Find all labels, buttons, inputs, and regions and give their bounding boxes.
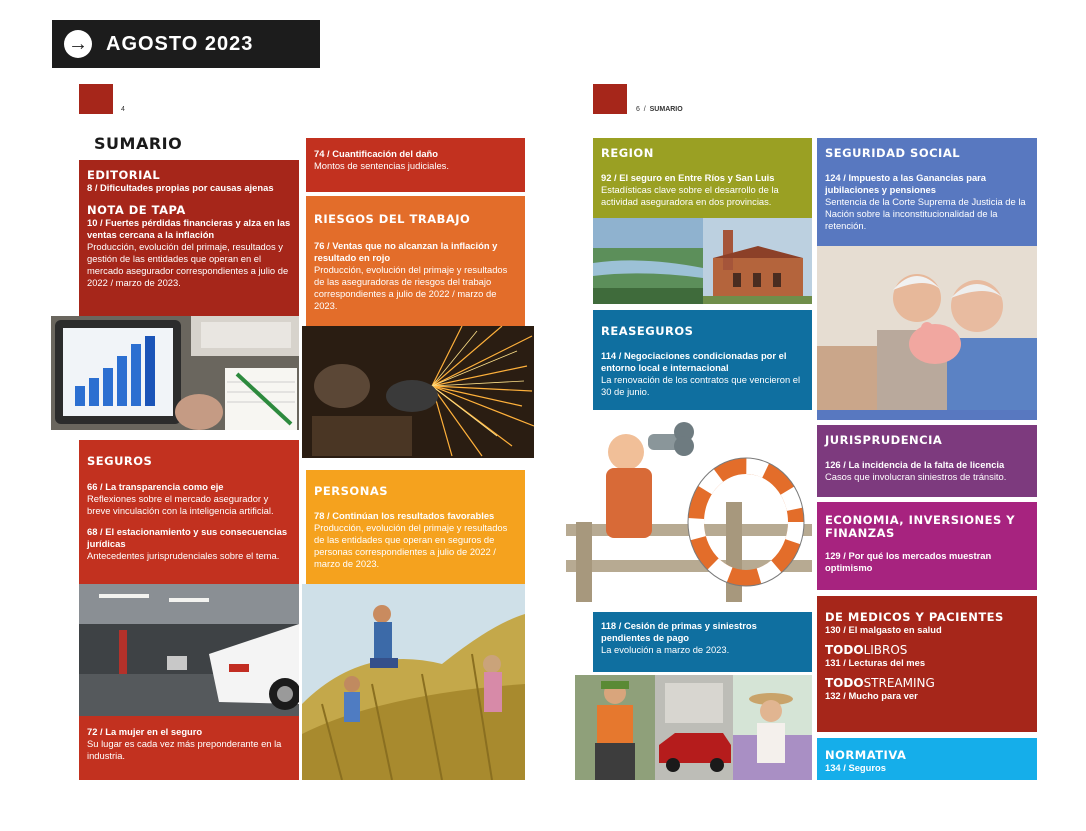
page-number-right: 6 xyxy=(636,106,640,113)
page-title: SUMARIO xyxy=(94,134,183,153)
section-seguros: SEGUROS xyxy=(87,454,153,468)
nota-tapa-item xyxy=(87,217,291,289)
page-label-right: SUMARIO xyxy=(649,106,683,113)
region-box[interactable] xyxy=(593,138,812,218)
editorial-item-title: 8 / Dificultades propias por causas ajenas xyxy=(87,182,274,193)
todostreaming-logo-b: STREAMING xyxy=(863,676,935,690)
libros-item xyxy=(825,657,1029,669)
mujer-desc: Su lugar es cada vez más preponderante en la industria. xyxy=(87,738,282,761)
seguridad-item xyxy=(825,172,1029,232)
region-item xyxy=(601,172,804,208)
streaming-item xyxy=(825,690,1029,702)
cesion-item xyxy=(601,620,804,656)
arrow-right-icon[interactable]: → xyxy=(64,30,92,58)
todolibros-logo-b: LIBROS xyxy=(863,643,908,657)
personas-box[interactable] xyxy=(306,470,525,584)
reaseguros-title: 114 / Negociaciones condicionadas por el entorno local e internacional xyxy=(601,350,787,373)
seguros-item-2-title: 68 / El estacionamiento y sus consecuencias jurídicas xyxy=(87,526,288,549)
editorial-item xyxy=(87,182,291,194)
personas-item xyxy=(314,510,517,570)
personas-title: 78 / Continúan los resultados favorables xyxy=(314,510,495,521)
page-separator: / xyxy=(643,106,646,113)
section-economia: ECONOMIA, INVERSIONES Y FINANZAS xyxy=(825,513,1016,540)
normativa-title: 134 / Seguros xyxy=(825,762,886,773)
editorial-box[interactable] xyxy=(79,160,299,316)
mujer-item xyxy=(87,726,291,762)
region-landscape-photo xyxy=(593,218,812,304)
medicos-box[interactable] xyxy=(817,596,1037,732)
normativa-box[interactable] xyxy=(817,738,1037,780)
riesgos-title: 76 / Ventas que no alcanzan la inflación y resultado en rojo xyxy=(314,240,498,263)
nota-tapa-desc: Producción, evolución del primaje, resultados y gestión de las entidades que operan en el mercado asegurador correspondientes a julio de 2022 / marzo de 2023. xyxy=(87,241,289,288)
section-medicos: DE MEDICOS Y PACIENTES xyxy=(825,610,1004,624)
reaseguros-desc: La renovación de los contratos que vencieron el 30 de junio. xyxy=(601,374,801,397)
cesion-box[interactable] xyxy=(593,612,812,672)
section-nota-de-tapa: NOTA DE TAPA xyxy=(87,203,186,217)
grinding-sparks-photo xyxy=(302,326,534,458)
tablet-chart-photo xyxy=(51,316,299,430)
todolibros-logo xyxy=(825,644,1029,657)
medicos-title: 130 / El malgasto en salud xyxy=(825,624,942,635)
economia-box[interactable] xyxy=(817,502,1037,590)
page-marker-left xyxy=(79,84,113,114)
reaseguros-item xyxy=(601,350,804,398)
cuantificacion-box[interactable] xyxy=(306,138,525,192)
section-region: REGION xyxy=(601,146,654,160)
cuantificacion-desc: Montos de sentencias judiciales. xyxy=(314,160,449,171)
jurisprudencia-box[interactable] xyxy=(817,425,1037,497)
cuantificacion-item xyxy=(314,148,517,172)
jurisprudencia-title: 126 / La incidencia de la falta de licencia xyxy=(825,459,1005,470)
riesgos-item xyxy=(314,240,517,312)
seguridad-title: 124 / Impuesto a las Ganancias para jubilaciones y pensiones xyxy=(825,172,987,195)
seguridad-strip xyxy=(817,410,1037,420)
region-title: 92 / El seguro en Entre Ríos y San Luis xyxy=(601,172,775,183)
section-editorial: EDITORIAL xyxy=(87,168,161,182)
economia-item xyxy=(825,550,1029,574)
page-marker-right xyxy=(593,84,627,114)
personas-desc: Producción, evolución del primaje y resultados de las entidades que operan en seguros de personas correspondientes a julio de 2022 / marzo de 2023. xyxy=(314,522,508,569)
todostreaming-logo-a: TODO xyxy=(825,676,864,690)
nota-tapa-title: 10 / Fuertes pérdidas financieras y alza en las ventas cercana a la inflación xyxy=(87,217,291,240)
cesion-desc: La evolución a marzo de 2023. xyxy=(601,644,730,655)
section-riesgos: RIESGOS DEL TRABAJO xyxy=(314,212,471,226)
seguros-item-1-desc: Reflexiones sobre el mercado asegurador y breve vinculación con la inteligencia artificial. xyxy=(87,493,274,516)
section-seguridad-social: SEGURIDAD SOCIAL xyxy=(825,146,961,160)
streaming-title: 132 / Mucho para ver xyxy=(825,690,918,701)
seguridad-social-box[interactable] xyxy=(817,138,1037,246)
page-header-right xyxy=(636,106,683,113)
jurisprudencia-item xyxy=(825,459,1029,483)
lifeguard-illustration xyxy=(566,412,812,612)
todolibros-logo-a: TODO xyxy=(825,643,864,657)
region-desc: Estadísticas clave sobre el desarrollo de la actividad aseguradora en dos provincias. xyxy=(601,184,779,207)
section-personas: PERSONAS xyxy=(314,484,389,498)
cesion-title: 118 / Cesión de primas y siniestros pendientes de pago xyxy=(601,620,757,643)
seguros-item-1 xyxy=(87,481,291,517)
issue-title: AGOSTO 2023 xyxy=(106,32,254,55)
mujer-box[interactable] xyxy=(79,716,299,780)
todostreaming-logo xyxy=(825,677,1029,690)
page-number-left: 4 xyxy=(121,106,125,113)
libros-title: 131 / Lecturas del mes xyxy=(825,657,926,668)
riesgos-box[interactable] xyxy=(306,196,525,326)
medicos-item xyxy=(825,624,1029,636)
issue-banner xyxy=(52,20,320,68)
riesgos-desc: Producción, evolución del primaje y resultados de las aseguradoras de riesgos del trabajo correspondientes a julio de 2022 / marzo de 2023. xyxy=(314,264,508,311)
bottom-photos xyxy=(575,675,812,780)
section-jurisprudencia: JURISPRUDENCIA xyxy=(825,433,943,447)
cuantificacion-title: 74 / Cuantificación del daño xyxy=(314,148,438,159)
seguros-item-2 xyxy=(87,526,291,562)
seguros-item-1-title: 66 / La transparencia como eje xyxy=(87,481,224,492)
elderly-couple-photo xyxy=(817,246,1037,410)
section-normativa: NORMATIVA xyxy=(825,748,907,762)
parking-photo xyxy=(79,584,299,716)
reaseguros-box[interactable] xyxy=(593,310,812,410)
seguridad-desc: Sentencia de la Corte Suprema de Justicia de la Nación sobre la inconstitucionalidad de la retención. xyxy=(825,196,1026,231)
mujer-title: 72 / La mujer en el seguro xyxy=(87,726,203,737)
seguros-box[interactable] xyxy=(79,440,299,584)
economia-title: 129 / Por qué los mercados muestran optimismo xyxy=(825,550,992,573)
jurisprudencia-desc: Casos que involucran siniestros de tránsito. xyxy=(825,471,1007,482)
seguros-item-2-desc: Antecedentes jurisprudenciales sobre el tema. xyxy=(87,550,280,561)
kids-playground-photo xyxy=(302,584,525,780)
section-reaseguros: REASEGUROS xyxy=(601,324,694,338)
